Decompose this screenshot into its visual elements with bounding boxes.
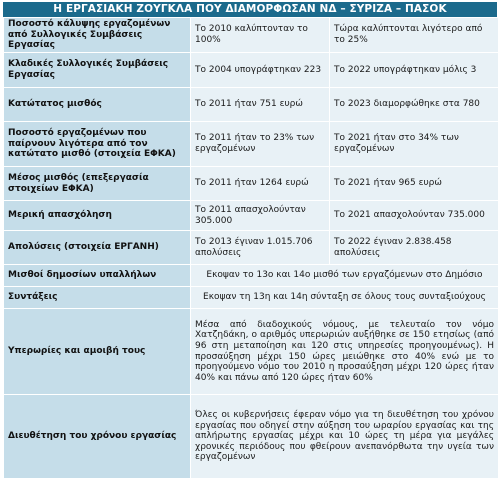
before-value: Το 2011 απασχολούνταν 305.000 [191,201,330,231]
row-label: Διευθέτηση του χρόνου εργασίας [4,395,191,479]
before-value: Το 2011 ήταν 751 ευρώ [191,88,330,122]
row-label: Ποσοστό κάλυψης εργαζομένων από Συλλογικές Συμβάσεις Εργασίας [4,18,191,53]
after-value: Τώρα καλύπτονται λιγότερο από το 25% [330,18,499,53]
row-label: Μισθοί δημοσίων υπαλλήλων [4,265,191,287]
table-row [4,88,499,122]
table-row [4,122,499,167]
row-value: Εκοψαν το 13ο και 14ο μισθό των εργαζόμενων στο Δημόσιο [191,265,499,287]
row-value: Εκοψαν τη 13η και 14η σύνταξη σε όλους τους συνταξιούχους [191,287,499,309]
comparison-table [3,17,499,479]
table-row [4,395,499,479]
row-label: Κλαδικές Συλλογικές Συμβάσεις Εργασίας [4,53,191,88]
table-row [4,265,499,287]
row-label: Μερική απασχόληση [4,201,191,231]
table-row [4,231,499,265]
row-label: Ποσοστό εργαζομένων που παίρνουν λιγότερα από τον κατώτατο μισθό (στοιχεία ΕΦΚΑ) [4,122,191,167]
after-value: Το 2021 απασχολούνταν 735.000 [330,201,499,231]
before-value: Το 2011 ήταν το 23% των εργαζομένων [191,122,330,167]
after-value: Το 2022 έγιναν 2.838.458 απολύσεις [330,231,499,265]
before-value: Το 2004 υπογράφτηκαν 223 [191,53,330,88]
row-value: Μέσα από διαδοχικούς νόμους, με τελευταίο τον νόμο Χατζηδάκη, ο αριθμός υπερωριών αυξήθηκε σε 150 ετησίως (από 96 στη μεταποίηση και 120 στις υπηρεσίες προηγουμένως). Η προσαύξηση μέχρι 150 ώρες μειώθηκε στο 40% ενώ με το προηγούμενο νόμο του 2010 η προσαύξηση μέχρι 120 ώρες ήταν 40% και πάνω από 120 ώρες ήταν 60% [191,309,499,395]
before-value: Το 2010 καλύπτονταν το 100% [191,18,330,53]
row-label: Κατώτατος μισθός [4,88,191,122]
table-row [4,167,499,201]
after-value: Το 2021 ήταν 965 ευρώ [330,167,499,201]
before-value: Το 2011 ήταν 1264 ευρώ [191,167,330,201]
after-value: Το 2023 διαμορφώθηκε στα 780 [330,88,499,122]
table-row [4,18,499,53]
table-row [4,309,499,395]
row-label: Μέσος μισθός (επεξεργασία στοιχείων ΕΦΚΑ) [4,167,191,201]
before-value: Το 2013 έγιναν 1.015.706 απολύσεις [191,231,330,265]
row-value: Όλες οι κυβερνήσεις έφεραν νόμο για τη διευθέτηση του χρόνου εργασίας που οδηγεί στην αύξηση του ωραρίου εργασίας και της απλήρωτης εργασίας μέχρι και 10 ώρες τη μέρα για μεγάλες χρονικές περιόδους που φθείρουν ανεπανόρθωτα την υγεία των εργαζομένων [191,395,499,479]
row-label: Υπερωρίες και αμοιβή τους [4,309,191,395]
table-row [4,287,499,309]
infographic-title: Η ΕΡΓΑΣΙΑΚΗ ΖΟΥΓΚΛΑ ΠΟΥ ΔΙΑΜΟΡΦΩΣΑΝ ΝΔ – ΣΥΡΙΖΑ – ΠΑΣΟΚ [3,2,497,17]
after-value: Το 2021 ήταν στο 34% των εργαζομένων [330,122,499,167]
row-label: Απολύσεις (στοιχεία ΕΡΓΑΝΗ) [4,231,191,265]
after-value: Το 2022 υπογράφτηκαν μόλις 3 [330,53,499,88]
row-label: Συντάξεις [4,287,191,309]
table-row [4,53,499,88]
table-row [4,201,499,231]
